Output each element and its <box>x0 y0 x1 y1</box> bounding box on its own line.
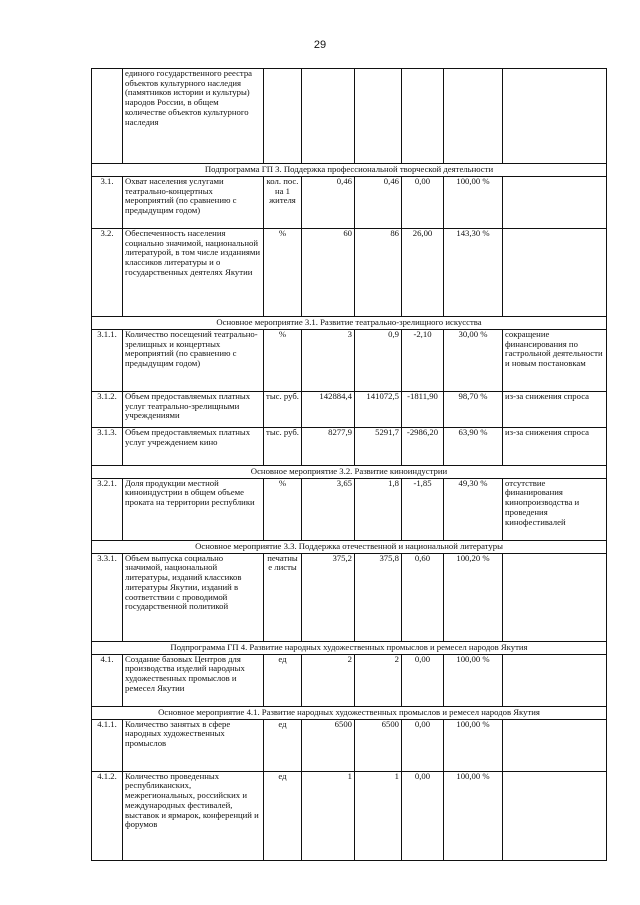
deviation: -2986,20 <box>402 428 444 466</box>
actual-value: 1 <box>355 771 402 860</box>
section-header-row <box>92 641 607 654</box>
row-number: 3.1.1. <box>92 330 123 392</box>
table-row <box>92 330 607 392</box>
deviation-reason <box>503 177 607 229</box>
deviation-reason: из-за снижения спроса <box>503 392 607 428</box>
table-row <box>92 428 607 466</box>
row-number: 3.3.1. <box>92 553 123 641</box>
row-number: 3.1.3. <box>92 428 123 466</box>
indicators-table <box>91 68 607 861</box>
actual-value: 0,46 <box>355 177 402 229</box>
section-header-row <box>92 706 607 719</box>
actual-value: 86 <box>355 229 402 317</box>
actual-value: 5291,7 <box>355 428 402 466</box>
deviation: 0,00 <box>402 177 444 229</box>
execution-percent: 63,90 % <box>444 428 503 466</box>
execution-percent: 143,30 % <box>444 229 503 317</box>
unit-of-measure: печатные листы <box>264 553 302 641</box>
table-row <box>92 229 607 317</box>
indicator-name: Количество занятых в сфере народных художественных промыслов <box>123 719 264 771</box>
indicator-name: Доля продукции местной киноиндустрии в общем объеме проката на территории республики <box>123 478 264 540</box>
actual-value: 375,8 <box>355 553 402 641</box>
deviation: 0,00 <box>402 771 444 860</box>
row-number <box>92 69 123 164</box>
indicator-name: Объем выпуска социально значимой, национальной литературы, изданий классиков литературы Якутии, изданий в соответствии с проводимой государственной политикой <box>123 553 264 641</box>
planned-value: 375,2 <box>302 553 355 641</box>
table-row <box>92 177 607 229</box>
section-title: Основное мероприятие 3.1. Развитие театрально-зрелищного искусства <box>92 317 607 330</box>
indicator-name: Обеспеченность населения социально значимой, национальной литературой, в том числе изданиями классиков литературы и о государственных деятелях Якутии <box>123 229 264 317</box>
section-header-row <box>92 164 607 177</box>
execution-percent: 98,70 % <box>444 392 503 428</box>
execution-percent <box>444 69 503 164</box>
deviation-reason <box>503 771 607 860</box>
section-title: Подпрограмма ГП 4. Развитие народных художественных промыслов и ремесел народов Якутия <box>92 641 607 654</box>
table-row <box>92 392 607 428</box>
execution-percent: 100,20 % <box>444 553 503 641</box>
unit-of-measure: ед <box>264 771 302 860</box>
row-number: 3.2.1. <box>92 478 123 540</box>
actual-value <box>355 69 402 164</box>
deviation-reason <box>503 654 607 706</box>
unit-of-measure: ед <box>264 654 302 706</box>
table-row <box>92 478 607 540</box>
actual-value: 1,8 <box>355 478 402 540</box>
table-row <box>92 771 607 860</box>
unit-of-measure: % <box>264 229 302 317</box>
actual-value: 2 <box>355 654 402 706</box>
indicator-name: Создание базовых Центров для производства изделий народных художественных промыслов и ремесел Якутии <box>123 654 264 706</box>
section-title: Основное мероприятие 4.1. Развитие народных художественных промыслов и ремесел народов Якутия <box>92 706 607 719</box>
planned-value: 60 <box>302 229 355 317</box>
unit-of-measure: тыс. руб. <box>264 392 302 428</box>
section-header-row <box>92 466 607 479</box>
planned-value: 8277,9 <box>302 428 355 466</box>
indicator-name: Охват населения услугами театрально-концертных мероприятий (по сравнению с предыдущим годом) <box>123 177 264 229</box>
section-title: Основное мероприятие 3.2. Развитие киноиндустрии <box>92 466 607 479</box>
planned-value: 2 <box>302 654 355 706</box>
section-header-row <box>92 317 607 330</box>
deviation <box>402 69 444 164</box>
planned-value: 1 <box>302 771 355 860</box>
deviation-reason: сокращение финансирования по гастрольной деятельности и новым постановкам <box>503 330 607 392</box>
table-row <box>92 719 607 771</box>
table-row <box>92 553 607 641</box>
indicator-name: Количество проведенных республиканских, межрегиональных, российских и международных фестивалей, выставок и ярмарок, конференций и форумов <box>123 771 264 860</box>
unit-of-measure: ед <box>264 719 302 771</box>
row-number: 4.1.1. <box>92 719 123 771</box>
deviation-reason <box>503 229 607 317</box>
planned-value: 0,46 <box>302 177 355 229</box>
section-title: Основное мероприятие 3.3. Поддержка отечественной и национальной литературы <box>92 540 607 553</box>
planned-value: 3,65 <box>302 478 355 540</box>
deviation: 26,00 <box>402 229 444 317</box>
planned-value <box>302 69 355 164</box>
deviation: -1,85 <box>402 478 444 540</box>
execution-percent: 100,00 % <box>444 771 503 860</box>
execution-percent: 30,00 % <box>444 330 503 392</box>
deviation-reason: отсутствие финанирования кинопроизводства и проведения кинофестивалей <box>503 478 607 540</box>
actual-value: 6500 <box>355 719 402 771</box>
deviation: 0,00 <box>402 654 444 706</box>
unit-of-measure <box>264 69 302 164</box>
actual-value: 0,9 <box>355 330 402 392</box>
deviation: -1811,90 <box>402 392 444 428</box>
table-row <box>92 69 607 164</box>
table-body <box>92 69 607 861</box>
execution-percent: 100,00 % <box>444 177 503 229</box>
table-row <box>92 654 607 706</box>
deviation: 0,00 <box>402 719 444 771</box>
section-header-row <box>92 540 607 553</box>
planned-value: 142884,4 <box>302 392 355 428</box>
row-number: 3.1. <box>92 177 123 229</box>
planned-value: 3 <box>302 330 355 392</box>
row-number: 3.2. <box>92 229 123 317</box>
indicator-name: Количество посещений театрально-зрелищных и концертных мероприятий (по сравнению с предыдущим годом) <box>123 330 264 392</box>
unit-of-measure: тыс. руб. <box>264 428 302 466</box>
row-number: 4.1. <box>92 654 123 706</box>
section-title: Подпрограмма ГП 3. Поддержка профессиональной творческой деятельности <box>92 164 607 177</box>
deviation: 0,60 <box>402 553 444 641</box>
planned-value: 6500 <box>302 719 355 771</box>
unit-of-measure: кол. пос. на 1 жителя <box>264 177 302 229</box>
execution-percent: 100,00 % <box>444 654 503 706</box>
unit-of-measure: % <box>264 330 302 392</box>
deviation: -2,10 <box>402 330 444 392</box>
row-number: 4.1.2. <box>92 771 123 860</box>
execution-percent: 100,00 % <box>444 719 503 771</box>
indicator-name: единого государственного реестра объектов культурного наследия (памятников истории и культуры) народов России, в общем количестве объектов культурного наследия <box>123 69 264 164</box>
page-number: 29 <box>313 39 327 51</box>
row-number: 3.1.2. <box>92 392 123 428</box>
deviation-reason <box>503 553 607 641</box>
actual-value: 141072,5 <box>355 392 402 428</box>
deviation-reason: из-за снижения спроса <box>503 428 607 466</box>
indicator-name: Объем предоставляемых платных услуг театрально-зрелищными учреждениями <box>123 392 264 428</box>
deviation-reason <box>503 719 607 771</box>
unit-of-measure: % <box>264 478 302 540</box>
deviation-reason <box>503 69 607 164</box>
indicator-name: Объем предоставляемых платных услуг учреждением кино <box>123 428 264 466</box>
execution-percent: 49,30 % <box>444 478 503 540</box>
